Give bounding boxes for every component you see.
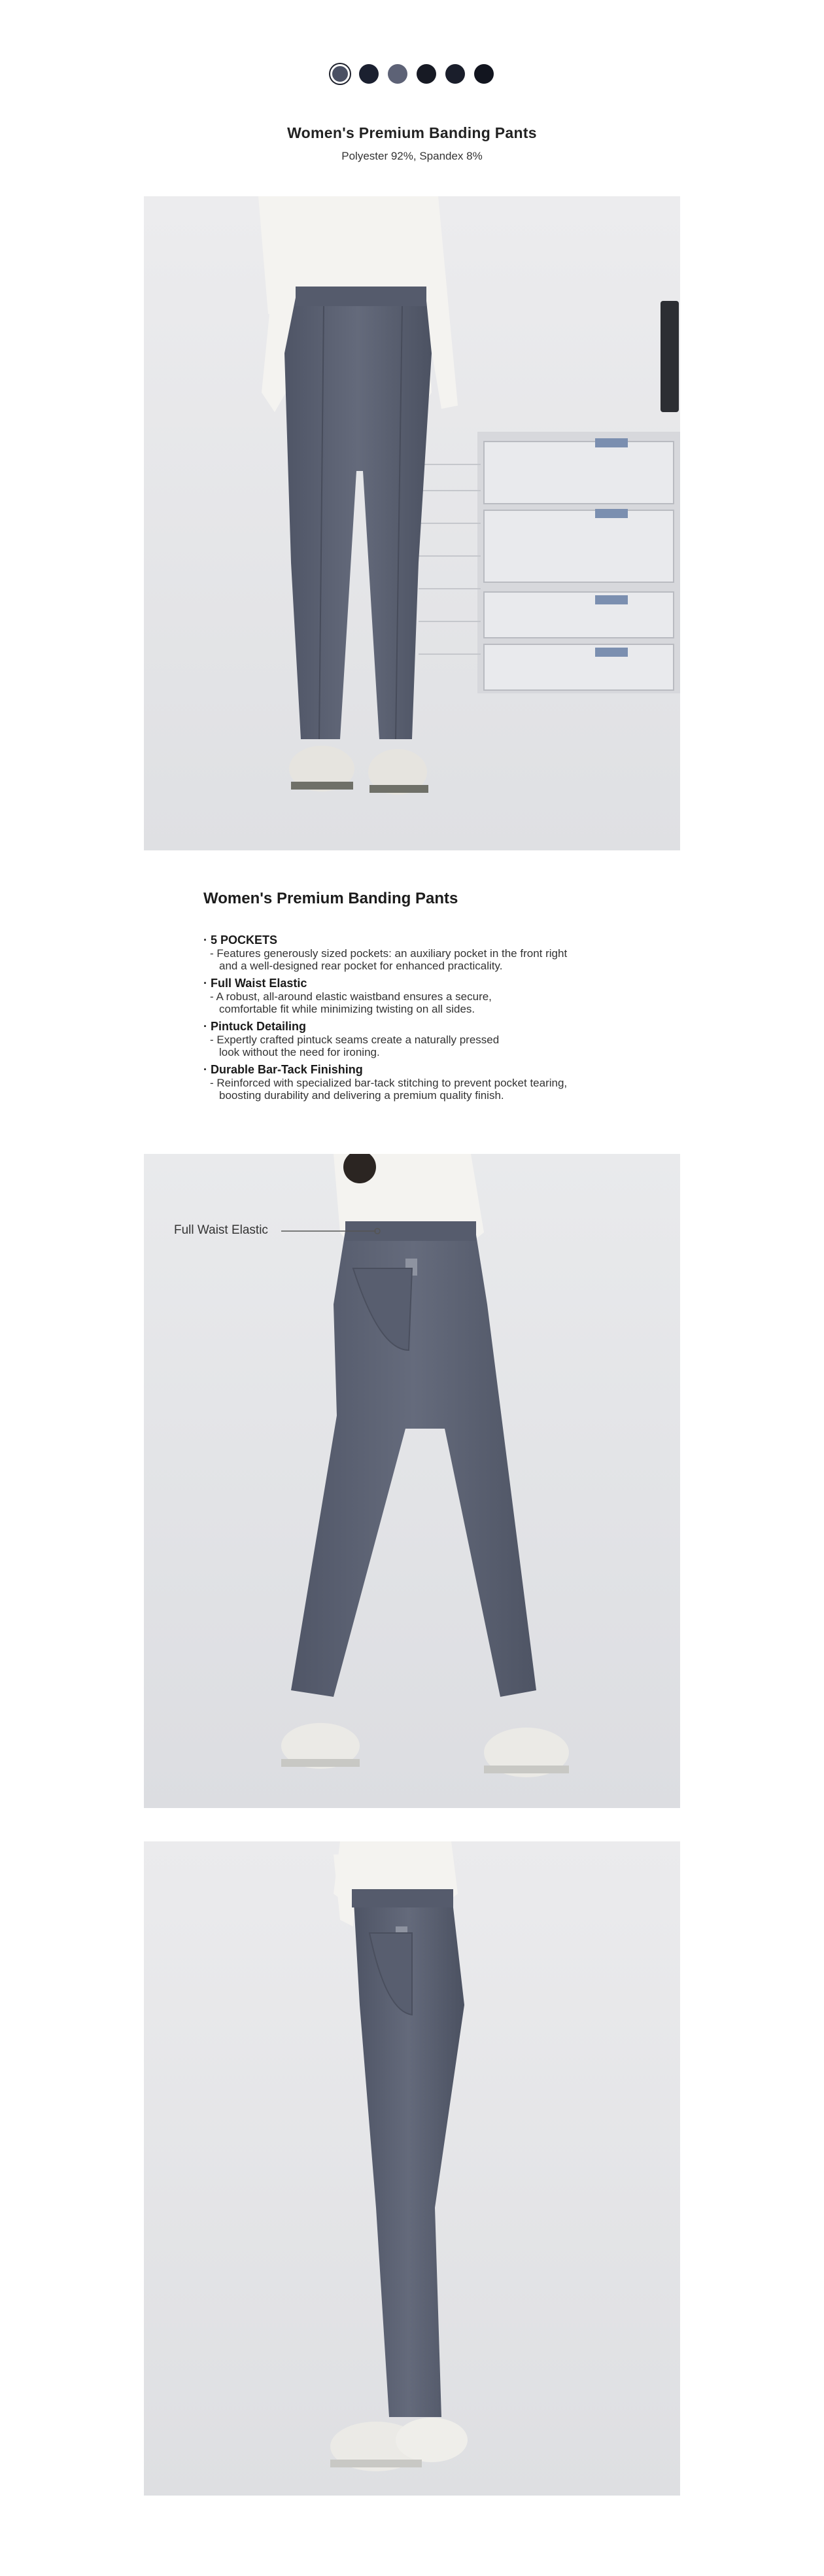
- description-title: Women's Premium Banding Pants: [203, 890, 458, 907]
- feature-title: · Full Waist Elastic: [203, 977, 307, 990]
- color-swatch[interactable]: [330, 64, 350, 84]
- feature-item: [203, 933, 661, 972]
- color-swatch-list: [0, 64, 824, 86]
- feature-text: comfortable fit while minimizing twisting on all sides.: [219, 1003, 475, 1015]
- product-title: Women's Premium Banding Pants: [287, 124, 537, 141]
- feature-item: [203, 1062, 661, 1102]
- color-swatch[interactable]: [417, 64, 436, 84]
- waist-callout-label: Full Waist Elastic: [174, 1223, 268, 1237]
- feature-text: - Reinforced with specialized bar-tack stitching to prevent pocket tearing,: [210, 1077, 568, 1089]
- product-photo-side: [144, 1841, 680, 2496]
- product-description: [203, 890, 661, 1105]
- color-swatch[interactable]: [388, 64, 407, 84]
- product-photo-back: [144, 1154, 680, 1808]
- product-header: [0, 124, 824, 163]
- feature-text: boosting durability and delivering a premium quality finish.: [219, 1089, 504, 1102]
- feature-item: [203, 1019, 661, 1058]
- feature-text: - Features generously sized pockets: an auxiliary pocket in the front right: [210, 947, 568, 960]
- feature-title: · Pintuck Detailing: [203, 1020, 307, 1033]
- feature-title: · 5 POCKETS: [203, 933, 278, 947]
- color-swatch[interactable]: [445, 64, 465, 84]
- feature-text: - Expertly crafted pintuck seams create a naturally pressed: [210, 1034, 500, 1046]
- feature-item: [203, 976, 661, 1015]
- feature-text: and a well-designed rear pocket for enhanced practicality.: [219, 960, 503, 972]
- color-swatch[interactable]: [359, 64, 379, 84]
- feature-text: - A robust, all-around elastic waistband ensures a secure,: [210, 990, 492, 1003]
- product-material: Polyester 92%, Spandex 8%: [341, 150, 483, 162]
- color-swatch[interactable]: [474, 64, 494, 84]
- feature-title: · Durable Bar-Tack Finishing: [203, 1063, 363, 1076]
- product-photo-front: [144, 196, 680, 850]
- feature-text: look without the need for ironing.: [219, 1046, 380, 1058]
